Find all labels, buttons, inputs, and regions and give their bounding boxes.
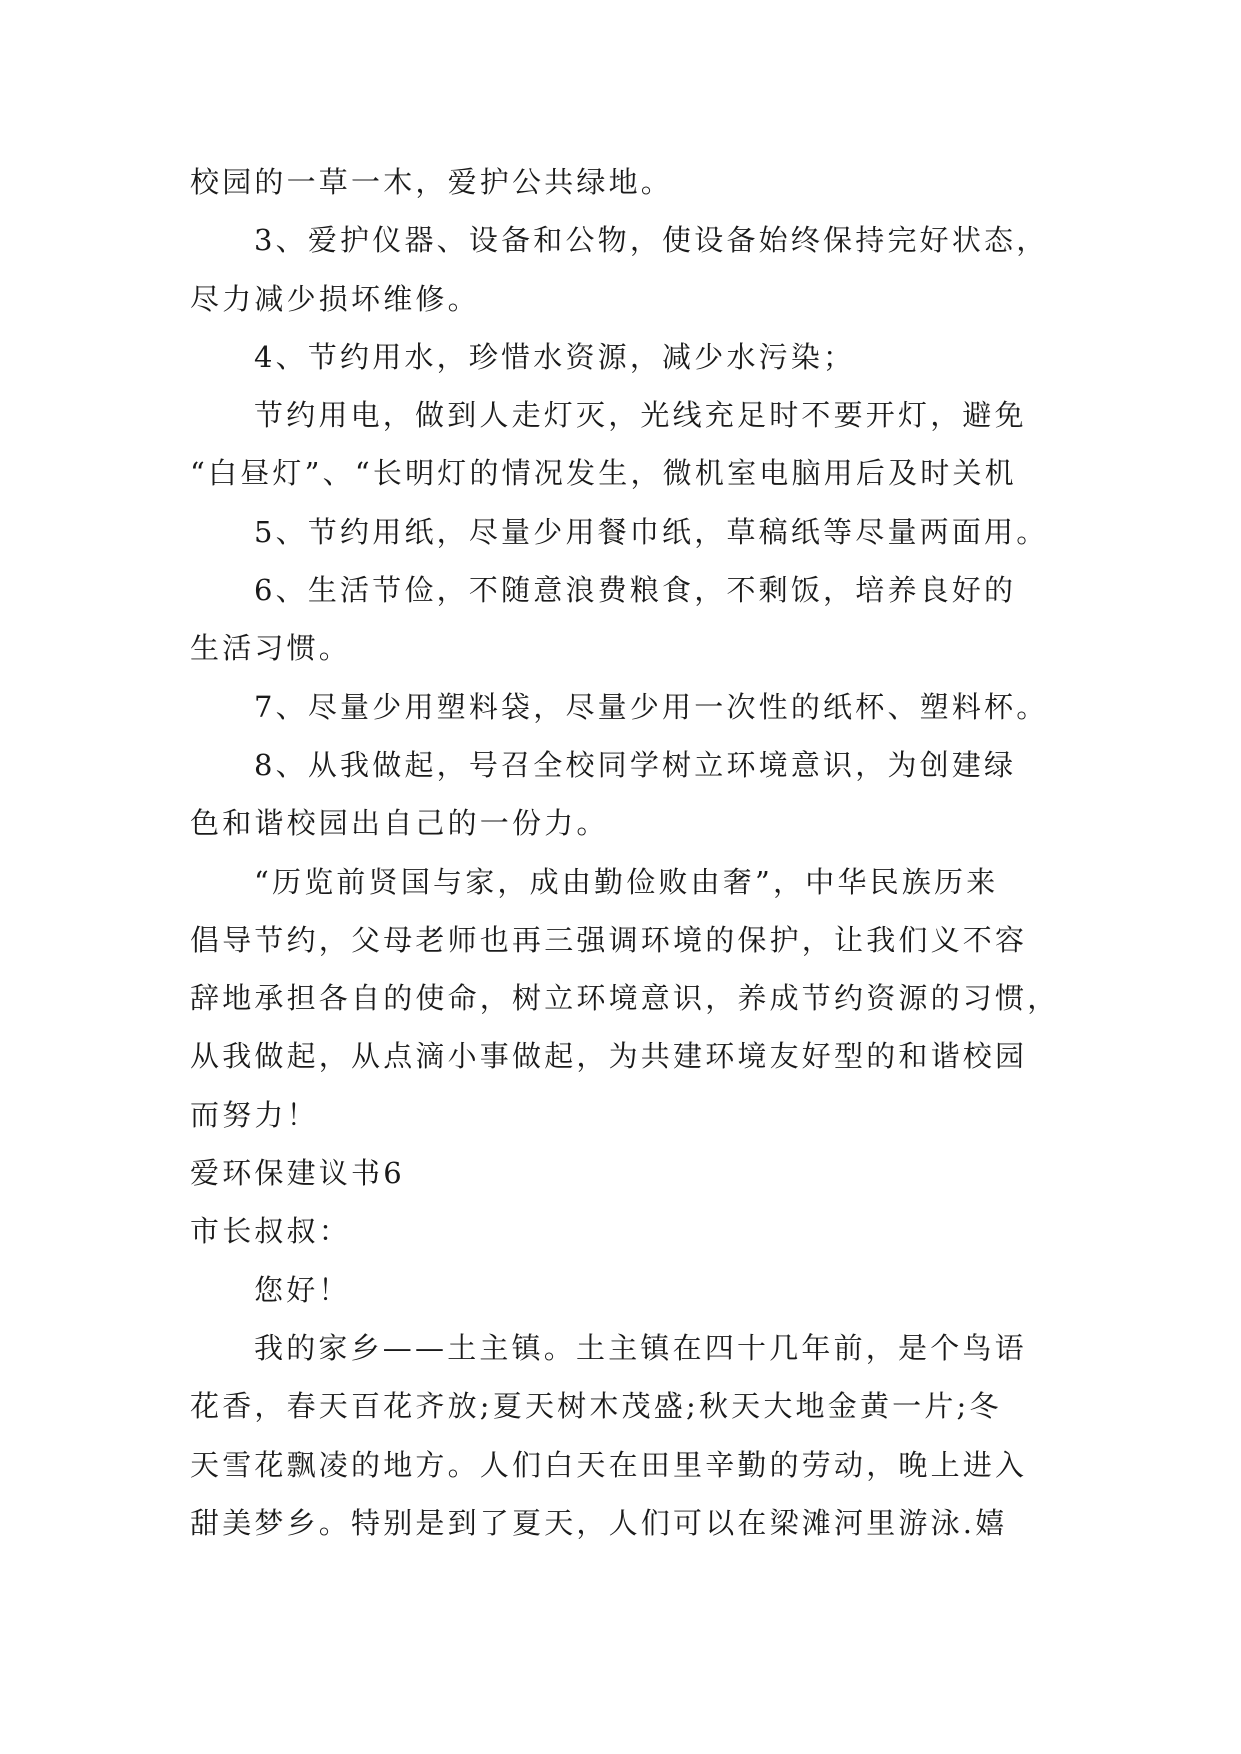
text-line: 尽力减少损坏维修。 bbox=[190, 281, 480, 316]
text-line: 8、从我做起，号召全校同学树立环境意识，为创建绿 bbox=[254, 747, 1017, 782]
text-line: 从我做起，从点滴小事做起，为共建环境友好型的和谐校园 bbox=[190, 1039, 1028, 1074]
text-line: 天雪花飘凌的地方。人们白天在田里辛勤的劳动，晚上进入 bbox=[190, 1447, 1028, 1482]
text-line: 4、节约用水，珍惜水资源，减少水污染； bbox=[254, 339, 856, 374]
text-line: 辞地承担各自的使命，树立环境意识，养成节约资源的习惯， bbox=[190, 981, 1060, 1016]
section-title: 爱环保建议书6 bbox=[190, 1156, 405, 1191]
text-line: 校园的一草一木，爱护公共绿地。 bbox=[190, 165, 674, 199]
text-line: 色和谐校园出自己的一份力。 bbox=[190, 806, 609, 841]
text-line: 花香，春天百花齐放;夏天树木茂盛;秋天大地金黄一片;冬 bbox=[190, 1389, 1002, 1424]
text-line: 5、节约用纸，尽量少用餐巾纸，草稿纸等尽量两面用。 bbox=[254, 514, 1049, 549]
text-line: 甜美梦乡。特别是到了夏天，人们可以在梁滩河里游泳.嬉 bbox=[190, 1505, 1008, 1540]
text-line: 3、爱护仪器、设备和公物，使设备始终保持完好状态， bbox=[254, 223, 1049, 258]
salutation: 市长叔叔： bbox=[190, 1214, 352, 1249]
document-body bbox=[190, 153, 1070, 1552]
text-line: 7、尽量少用塑料袋，尽量少用一次性的纸杯、塑料杯。 bbox=[254, 689, 1049, 724]
text-line: “历览前贤国与家，成由勤俭败由奢”，中华民族历来 bbox=[254, 864, 999, 899]
text-line: 6、生活节俭，不随意浪费粮食，不剩饭，培养良好的 bbox=[254, 573, 1017, 608]
text-line: 倡导节约，父母老师也再三强调环境的保护，让我们义不容 bbox=[190, 922, 1028, 957]
text-line: 我的家乡——土主镇。土主镇在四十几年前，是个鸟语 bbox=[254, 1330, 1027, 1365]
text-line: 而努力！ bbox=[190, 1097, 319, 1132]
greeting: 您好！ bbox=[254, 1272, 351, 1307]
text-line: 节约用电，做到人走灯灭，光线充足时不要开灯，避免 bbox=[254, 398, 1027, 433]
text-line: 生活习惯。 bbox=[190, 631, 352, 666]
text-line: “白昼灯”、“长明灯的情况发生，微机室电脑用后及时关机 bbox=[190, 456, 1017, 491]
